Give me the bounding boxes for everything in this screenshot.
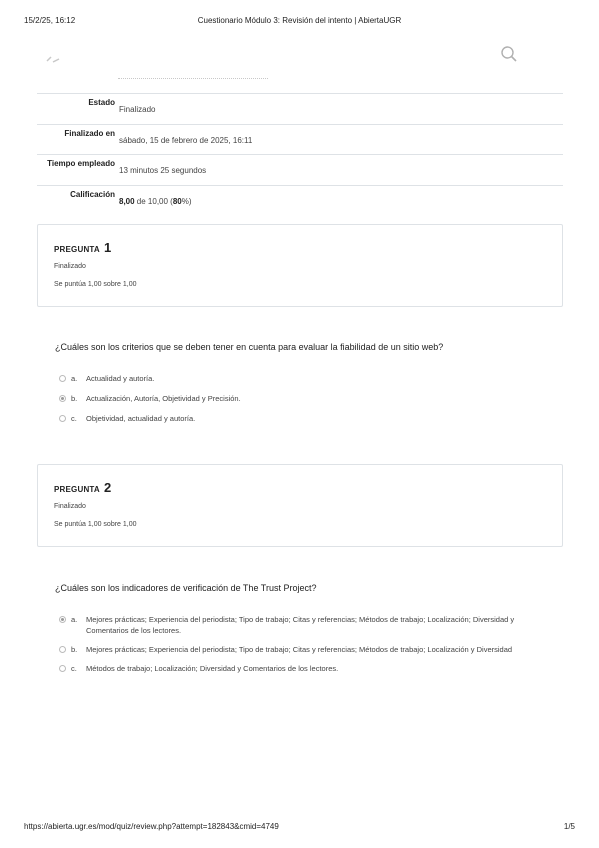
question-number xyxy=(54,480,111,495)
print-page-number: 1/5 xyxy=(563,822,575,831)
grade-percent: 80 xyxy=(172,196,182,206)
radio-button-selected[interactable] xyxy=(59,616,66,623)
radio-button[interactable] xyxy=(59,415,66,422)
answer-letter: a. xyxy=(71,374,78,383)
print-footer xyxy=(24,822,575,834)
question-prefix: PREGUNTA xyxy=(54,485,100,494)
answer-option[interactable] xyxy=(58,413,548,424)
grade-score: 8,00 xyxy=(119,196,135,206)
print-header xyxy=(24,16,575,28)
answer-option[interactable] xyxy=(58,373,548,384)
summary-row-finished xyxy=(37,124,563,155)
site-logo-icon[interactable] xyxy=(44,52,64,64)
answer-letter: c. xyxy=(71,414,77,423)
question-prefix: PREGUNTA xyxy=(54,245,100,254)
summary-value: sábado, 15 de febrero de 2025, 16:11 xyxy=(119,135,253,145)
answer-letter: a. xyxy=(71,615,78,624)
grade-mid: de 10,00 ( xyxy=(134,196,173,206)
answer-option[interactable] xyxy=(58,663,548,674)
summary-label: Finalizado en xyxy=(64,128,115,138)
answer-letter: b. xyxy=(71,645,78,654)
question-text: ¿Cuáles son los indicadores de verificación de The Trust Project? xyxy=(55,583,317,593)
radio-button[interactable] xyxy=(59,646,66,653)
summary-value: Finalizado xyxy=(119,105,156,114)
radio-button-selected[interactable] xyxy=(59,395,66,402)
answer-list xyxy=(58,373,548,424)
summary-row-grade xyxy=(37,185,563,216)
summary-row-time xyxy=(37,154,563,185)
question-number xyxy=(54,240,111,255)
answer-text: Actualidad y autoría. xyxy=(86,374,155,383)
answer-letter: c. xyxy=(71,664,77,673)
summary-label: Estado xyxy=(88,98,115,107)
answer-letter: b. xyxy=(71,394,78,403)
print-page-title: Cuestionario Módulo 3: Revisión del intento | AbiertaUGR xyxy=(197,16,402,25)
cut-off-text-line xyxy=(118,78,268,81)
print-datetime: 15/2/25, 16:12 xyxy=(24,16,76,25)
attempt-summary-table xyxy=(37,93,563,215)
question-num: 2 xyxy=(104,480,112,495)
answer-text: Actualización, Autoría, Objetividad y Precisión. xyxy=(86,394,241,403)
answer-option[interactable] xyxy=(58,614,548,636)
answer-list xyxy=(58,614,548,674)
answer-text: Métodos de trabajo; Localización; Diversidad y Comentarios de los lectores. xyxy=(86,664,339,673)
grade-end: %) xyxy=(181,196,192,206)
question-num: 1 xyxy=(104,240,112,255)
grade-value xyxy=(119,197,192,206)
search-icon[interactable] xyxy=(500,45,518,63)
summary-label: Calificación xyxy=(70,189,115,199)
print-url: https://abierta.ugr.es/mod/quiz/review.php?attempt=182843&cmid=4749 xyxy=(24,822,279,831)
answer-text: Objetividad, actualidad y autoría. xyxy=(86,414,196,423)
question-grade: Se puntúa 1,00 sobre 1,00 xyxy=(54,521,137,528)
summary-row-state xyxy=(37,93,563,124)
summary-label: Tiempo empleado xyxy=(47,159,115,168)
summary-value: 13 minutos 25 segundos xyxy=(119,166,207,175)
answer-text: Mejores prácticas; Experiencia del periodista; Tipo de trabajo; Citas y referencias; Métodos de trabajo; Localización; Diversidad y Comentarios de los lectores. xyxy=(86,615,515,635)
answer-option[interactable] xyxy=(58,393,548,404)
answer-option[interactable] xyxy=(58,644,548,655)
radio-button[interactable] xyxy=(59,665,66,672)
question-grade: Se puntúa 1,00 sobre 1,00 xyxy=(54,281,137,288)
question-state: Finalizado xyxy=(54,503,86,510)
question-text: ¿Cuáles son los criterios que se deben tener en cuenta para evaluar la fiabilidad de un sitio web? xyxy=(55,342,444,352)
radio-button[interactable] xyxy=(59,375,66,382)
question-info-card xyxy=(37,464,563,547)
question-state: Finalizado xyxy=(54,263,86,270)
question-info-card xyxy=(37,224,563,307)
answer-text: Mejores prácticas; Experiencia del periodista; Tipo de trabajo; Citas y referencias; Métodos de trabajo; Localización y Diversidad xyxy=(86,645,513,654)
